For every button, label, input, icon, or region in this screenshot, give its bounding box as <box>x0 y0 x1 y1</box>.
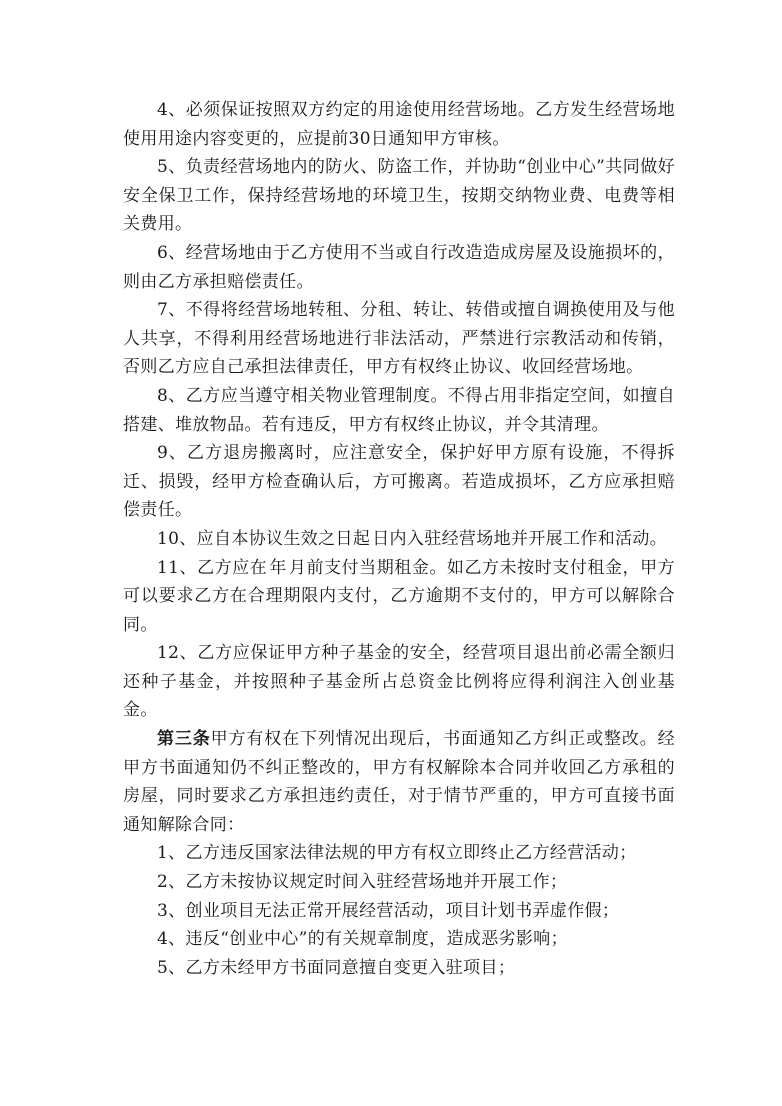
article-3-item-1 <box>123 839 675 868</box>
article-3-item-4 <box>123 925 675 954</box>
article-3-item-4-text: 4、违反“创业中心”的有关规章制度，造成恶劣影响； <box>157 929 568 950</box>
clause-11-part3: 月前支付当期租金。如乙方未按时支付租金，甲方可以要求乙方在合理期限内支付，乙方逾期不支付的，甲方可以解除合同。 <box>123 557 675 635</box>
clause-11 <box>123 554 675 640</box>
clause-10-before: 10、应自本协议生效之日起 <box>157 528 371 549</box>
clause-12-text: 12、乙方应保证甲方种子基金的安全，经营项目退出前必需全额归还种子基金，并按照种子基金所占总资金比例将应得利润注入创业基金。 <box>123 643 675 721</box>
clause-5-text: 5、负责经营场地内的防火、防盗工作，并协助“创业中心”共同做好安全保卫工作，保持经营场地的环境卫生，按期交纳物业费、电费等相关费用。 <box>123 157 675 235</box>
clause-6 <box>123 239 675 296</box>
clause-11-part2: 年 <box>269 557 287 578</box>
article-3-heading: 第三条 <box>157 729 211 750</box>
article-3-item-3-text: 3、创业项目无法正常开展经营活动，项目计划书弄虚作假； <box>157 900 620 921</box>
article-3-item-5-text: 5、乙方未经甲方书面同意擅自变更入驻项目； <box>157 957 516 978</box>
article-3-item-3 <box>123 897 675 926</box>
clause-7-text: 7、不得将经营场地转租、分租、转让、转借或擅自调换使用及与他人共享，不得利用经营场地进行非法活动，严禁进行宗教活动和传销，否则乙方应自己承担法律责任，甲方有权终止协议、收回经营场地。 <box>123 300 675 378</box>
clause-8 <box>123 382 675 439</box>
clause-6-text: 6、经营场地由于乙方使用不当或自行改造造成房屋及设施损坏的，则由乙方承担赔偿责任。 <box>123 242 675 292</box>
article-3-item-2 <box>123 868 675 897</box>
article-3-item-1-text: 1、乙方违反国家法律法规的甲方有权立即终止乙方经营活动； <box>157 843 637 864</box>
article-3-item-2-text: 2、乙方未按协议规定时间入驻经营场地并开展工作； <box>157 872 568 893</box>
clause-10 <box>123 525 675 554</box>
article-3 <box>123 725 675 839</box>
clause-12 <box>123 639 675 725</box>
article-3-item-5 <box>123 954 675 983</box>
clause-4-text: 4、必须保证按照双方约定的用途使用经营场地。乙方发生经营场地使用用途内容变更的，应提前30日通知甲方审核。 <box>123 100 675 149</box>
clause-11-part1: 11、乙方应在 <box>157 557 268 578</box>
clause-9-text: 9、乙方退房搬离时，应注意安全，保护好甲方原有设施，不得拆迁、损毁，经甲方检查确认后，方可搬离。若造成损坏，乙方应承担赔偿责任。 <box>123 443 675 521</box>
article-3-body: 甲方有权在下列情况出现后，书面通知乙方纠正或整改。经甲方书面通知仍不纠正整改的，甲方有权解除本合同并收回乙方承租的房屋，同时要求乙方承担违约责任，对于情节严重的，甲方可直接书面通知解除合同： <box>123 729 675 835</box>
clause-9 <box>123 439 675 525</box>
clause-7 <box>123 296 675 382</box>
clause-10-after: 日内入驻经营场地并开展工作和活动。 <box>372 528 668 549</box>
clause-5 <box>123 153 675 239</box>
contract-page <box>123 96 675 982</box>
clause-8-text: 8、乙方应当遵守相关物业管理制度。不得占用非指定空间，如擅自搭建、堆放物品。若有违反，甲方有权终止协议，并令其清理。 <box>123 385 675 435</box>
clause-4 <box>123 96 675 153</box>
